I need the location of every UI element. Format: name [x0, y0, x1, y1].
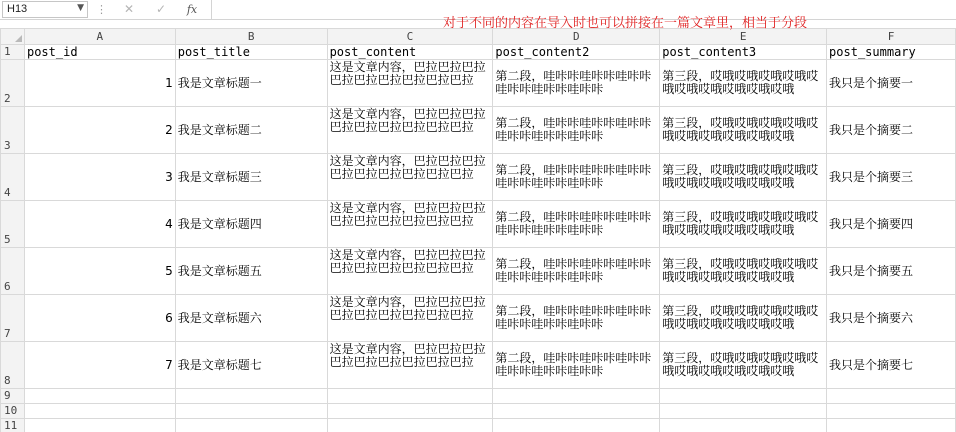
cell-post-content3[interactable]: 第三段，哎哦哎哦哎哦哎哦哎哦哎哦哎哦哎哦哎哦哎哦 [660, 295, 827, 342]
table-row [1, 295, 956, 342]
row-header[interactable]: 1 [1, 45, 25, 60]
cell-post-summary[interactable]: 我只是个摘要五 [827, 248, 956, 295]
cell-post-content3[interactable]: 第三段，哎哦哎哦哎哦哎哦哎哦哎哦哎哦哎哦哎哦哎哦 [660, 201, 827, 248]
column-header-d[interactable]: D [493, 29, 660, 45]
empty-cell[interactable] [327, 389, 493, 404]
table-row [1, 201, 956, 248]
row-header[interactable]: 2 [1, 60, 25, 107]
cell-post-content[interactable]: 这是文章内容，巴拉巴拉巴拉巴拉巴拉巴拉巴拉巴拉巴拉 [327, 295, 493, 342]
spreadsheet-grid [0, 28, 956, 432]
empty-cell[interactable] [493, 404, 660, 419]
cancel-icon[interactable]: ✕ [123, 2, 135, 16]
select-all-corner[interactable] [1, 29, 25, 45]
cell-post-content2[interactable]: 第二段，哇咔咔哇咔咔哇咔咔哇咔咔哇咔咔哇咔咔 [493, 248, 660, 295]
table-row [1, 60, 956, 107]
table-row [1, 419, 956, 432]
cell-post-content2[interactable]: 第二段，哇咔咔哇咔咔哇咔咔哇咔咔哇咔咔哇咔咔 [493, 154, 660, 201]
cell-post-summary[interactable]: 我只是个摘要一 [827, 60, 956, 107]
table-row [1, 404, 956, 419]
table-row [1, 342, 956, 389]
header-cell-post-content2[interactable]: post_content2 [493, 45, 660, 60]
header-cell-post-summary[interactable]: post_summary [827, 45, 956, 60]
cell-post-content3[interactable]: 第三段，哎哦哎哦哎哦哎哦哎哦哎哦哎哦哎哦哎哦哎哦 [660, 154, 827, 201]
empty-cell[interactable] [175, 404, 327, 419]
cell-post-content[interactable]: 这是文章内容，巴拉巴拉巴拉巴拉巴拉巴拉巴拉巴拉巴拉 [327, 201, 493, 248]
empty-cell[interactable] [327, 419, 493, 432]
cell-post-content2[interactable]: 第二段，哇咔咔哇咔咔哇咔咔哇咔咔哇咔咔哇咔咔 [493, 201, 660, 248]
cell-post-summary[interactable]: 我只是个摘要三 [827, 154, 956, 201]
cell-post-id[interactable]: 6 [24, 295, 175, 342]
cell-post-id[interactable]: 1 [24, 60, 175, 107]
cell-post-summary[interactable]: 我只是个摘要六 [827, 295, 956, 342]
cell-post-title[interactable]: 我是文章标题六 [175, 295, 327, 342]
name-box-value: H13 [7, 3, 28, 15]
header-cell-post-title[interactable]: post_title [175, 45, 327, 60]
row-header[interactable]: 4 [1, 154, 25, 201]
cell-post-id[interactable]: 4 [24, 201, 175, 248]
column-header-f[interactable]: F [827, 29, 956, 45]
cell-post-content[interactable]: 这是文章内容，巴拉巴拉巴拉巴拉巴拉巴拉巴拉巴拉巴拉 [327, 107, 493, 154]
cell-post-summary[interactable]: 我只是个摘要七 [827, 342, 956, 389]
cell-post-title[interactable]: 我是文章标题二 [175, 107, 327, 154]
cell-post-title[interactable]: 我是文章标题四 [175, 201, 327, 248]
cell-post-content3[interactable]: 第三段，哎哦哎哦哎哦哎哦哎哦哎哦哎哦哎哦哎哦哎哦 [660, 107, 827, 154]
empty-cell[interactable] [660, 389, 827, 404]
table-row [1, 389, 956, 404]
empty-cell[interactable] [827, 419, 956, 432]
cell-post-content3[interactable]: 第三段，哎哦哎哦哎哦哎哦哎哦哎哦哎哦哎哦哎哦哎哦 [660, 248, 827, 295]
insert-function-button[interactable]: fx [186, 3, 198, 16]
cell-post-content[interactable]: 这是文章内容，巴拉巴拉巴拉巴拉巴拉巴拉巴拉巴拉巴拉 [327, 248, 493, 295]
row-header[interactable]: 7 [1, 295, 25, 342]
separator-icon: ⋮ [96, 3, 107, 16]
name-box[interactable] [2, 1, 88, 18]
empty-cell[interactable] [827, 404, 956, 419]
row-header[interactable]: 11 [1, 419, 25, 432]
empty-cell[interactable] [24, 389, 175, 404]
empty-cell[interactable] [660, 419, 827, 432]
cell-post-title[interactable]: 我是文章标题一 [175, 60, 327, 107]
annotation-text: 对于不同的内容在导入时也可以拼接在一篇文章里，相当于分段 [443, 16, 808, 31]
row-header[interactable]: 8 [1, 342, 25, 389]
cell-post-summary[interactable]: 我只是个摘要二 [827, 107, 956, 154]
empty-cell[interactable] [175, 389, 327, 404]
empty-cell[interactable] [175, 419, 327, 432]
column-header-b[interactable]: B [175, 29, 327, 45]
cell-post-id[interactable]: 3 [24, 154, 175, 201]
empty-cell[interactable] [827, 389, 956, 404]
cell-post-content[interactable]: 这是文章内容，巴拉巴拉巴拉巴拉巴拉巴拉巴拉巴拉巴拉 [327, 154, 493, 201]
empty-cell[interactable] [660, 404, 827, 419]
cell-post-id[interactable]: 7 [24, 342, 175, 389]
empty-cell[interactable] [493, 389, 660, 404]
row-header[interactable]: 3 [1, 107, 25, 154]
cell-post-content2[interactable]: 第二段，哇咔咔哇咔咔哇咔咔哇咔咔哇咔咔哇咔咔 [493, 107, 660, 154]
row-header[interactable]: 6 [1, 248, 25, 295]
cell-post-title[interactable]: 我是文章标题七 [175, 342, 327, 389]
cell-post-content3[interactable]: 第三段，哎哦哎哦哎哦哎哦哎哦哎哦哎哦哎哦哎哦哎哦 [660, 60, 827, 107]
column-header-e[interactable]: E [660, 29, 827, 45]
header-cell-post-content[interactable]: post_content [327, 45, 493, 60]
table-row [1, 154, 956, 201]
cell-post-content2[interactable]: 第二段，哇咔咔哇咔咔哇咔咔哇咔咔哇咔咔哇咔咔 [493, 60, 660, 107]
cell-post-content2[interactable]: 第二段，哇咔咔哇咔咔哇咔咔哇咔咔哇咔咔哇咔咔 [493, 342, 660, 389]
cell-post-content3[interactable]: 第三段，哎哦哎哦哎哦哎哦哎哦哎哦哎哦哎哦哎哦哎哦 [660, 342, 827, 389]
check-icon[interactable]: ✓ [155, 2, 167, 16]
empty-cell[interactable] [327, 404, 493, 419]
cell-post-content[interactable]: 这是文章内容，巴拉巴拉巴拉巴拉巴拉巴拉巴拉巴拉巴拉 [327, 342, 493, 389]
table-row [1, 107, 956, 154]
cell-post-summary[interactable]: 我只是个摘要四 [827, 201, 956, 248]
chevron-down-icon[interactable]: ▼ [77, 3, 84, 13]
table-row [1, 248, 956, 295]
cell-post-content[interactable]: 这是文章内容，巴拉巴拉巴拉巴拉巴拉巴拉巴拉巴拉巴拉 [327, 60, 493, 107]
cell-post-id[interactable]: 5 [24, 248, 175, 295]
header-cell-post-id[interactable]: post_id [24, 45, 175, 60]
cell-post-id[interactable]: 2 [24, 107, 175, 154]
row-header[interactable]: 10 [1, 404, 25, 419]
column-header-c[interactable]: C [327, 29, 493, 45]
header-cell-post-content3[interactable]: post_content3 [660, 45, 827, 60]
row-header[interactable]: 9 [1, 389, 25, 404]
row-header[interactable]: 5 [1, 201, 25, 248]
column-header-a[interactable]: A [24, 29, 175, 45]
empty-cell[interactable] [493, 419, 660, 432]
empty-cell[interactable] [24, 419, 175, 432]
cell-post-content2[interactable]: 第二段，哇咔咔哇咔咔哇咔咔哇咔咔哇咔咔哇咔咔 [493, 295, 660, 342]
empty-cell[interactable] [24, 404, 175, 419]
cell-post-title[interactable]: 我是文章标题五 [175, 248, 327, 295]
cell-post-title[interactable]: 我是文章标题三 [175, 154, 327, 201]
